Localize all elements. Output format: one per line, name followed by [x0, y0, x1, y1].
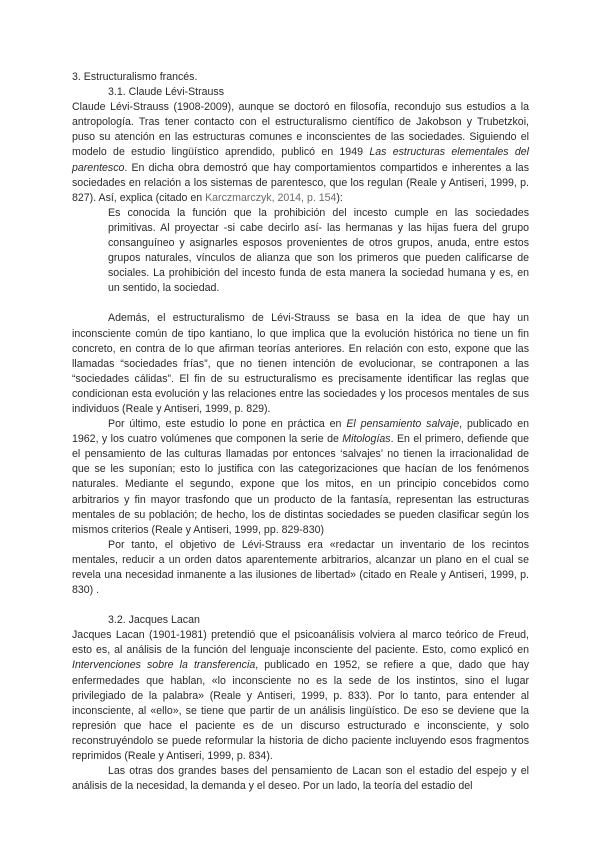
book-title: Las estructuras elementales del parentesco	[72, 146, 529, 174]
citation-link[interactable]: Karczmarczyk, 2014, p. 154	[205, 191, 337, 204]
paragraph-lacan-bases: Las otras dos grandes bases del pensamiento de Lacan son el estadio del espejo y el análisis de la necesidad, la demanda y el deseo. Por un lado, la teoría del estadio del	[72, 765, 529, 793]
text-run: . En dicha obra demostró que hay comportamientos compartidos e inherentes a las sociedades en relación a los sistemas de parentesco, que los regulan (Reale y Antiseri, 1999, p. 827). Así, explica (citado en	[72, 161, 529, 204]
section-heading: 3. Estructuralismo francés.	[72, 71, 198, 83]
text-run: ):	[336, 191, 343, 204]
block-quote: Es conocida la función que la prohibición del incesto cumple en las sociedades primitivas. Al proyectar -si cabe decirlo así- las hermanas y las hijas fuera del grupo consanguíneo y asignarles esposos provenientes de otros grupos, anuda, entre estos grupos naturales, vínculos de alianza que son los primeros que pueden calificarse de sociales. La prohibición del incesto funda de esta manera la sociedad humana y es, en un sentido, la sociedad.	[108, 206, 529, 295]
text-run: Jacques Lacan (1901-1981) pretendió que el psicoanálisis volviera al marco teórico de Freud, esto es, al análisis de la función del lenguaje inconsciente del paciente. Esto, como explicó en	[72, 629, 529, 657]
paragraph-lacan-intro	[72, 628, 529, 764]
subsection-heading-levi-strauss: 3.1. Claude Lévi-Strauss	[108, 86, 225, 99]
document-page	[72, 70, 529, 794]
text-run: . En el primero, defiende que el pensamiento de las culturas llamadas por entonces ‘salvajes’ no tienen la irracionalidad de que se les suponían; esto lo justifica con las categorizaciones que hacían de los fenómenos naturales. Mediante el segundo, expone que los mitos, en un principio concebidos como arbitrarios y fin mayor trasfondo que un producto de la fantasía, representan las estructuras mentales de su población; de hecho, los de distintas sociedades se pueden clasificar según los mismos criterios (Reale y Antiseri, 1999, pp. 829-830)	[72, 433, 529, 536]
text-run: Claude Lévi-Strauss (1908-2009), aunque se doctoró en filosofía, recondujo sus estudios a la antropología. Tras tener contacto con el estructuralismo científico de Jakobson y Trubetzkoi, puso su atención en las estructuras comunes e inconscientes de las sociedades. Siguiendo el modelo de estudio lingüístico aprendido, publicó en 1949	[72, 101, 529, 159]
paragraph-pensamiento-salvaje	[72, 417, 529, 538]
text-run: , publicado en 1952, se refiere a que, dado que hay enfermedades que hablan, «lo inconsciente no es la sede de los instintos, sino el lugar privilegiado de la palabra» (Reale y Antiseri, 1999, p. 833). Por lo tanto, para entender al inconsciente, al «ello», se tiene que partir de un análisis lingüístico. De eso se deviene que la represión que hace el paciente es de un discurso estructurado e inconsciente, y solo reconstruyéndolo se puede reformular la historia de dicho paciente incluyendo esos fragmentos reprimidos (Reale y Antiseri, 1999, p. 834).	[72, 659, 530, 763]
subsection-heading-lacan: 3.2. Jacques Lacan	[108, 614, 200, 627]
spacer	[72, 296, 529, 311]
text-run: Por último, este estudio lo pone en práctica en	[108, 418, 347, 431]
paragraph-levi-strauss-intro	[72, 100, 529, 206]
spacer	[72, 598, 529, 613]
book-title: El pensamiento salvaje	[346, 418, 460, 431]
paragraph-inconsciente: Además, el estructuralismo de Lévi-Strauss se basa en la idea de que hay un inconsciente común de tipo kantiano, lo que implica que la evolución histórica no tiene un fin concreto, en contra de lo que afirman teorías anteriores. En relación con esto, expone que las llamadas “sociedades frías”, que no tienen intención de evolucionar, se contraponen a las “sociedades cálidas”. El fin de su estructuralismo es precisamente identificar las reglas que condicionan esta evolución y las relaciones entre las sociedades y los procesos mentales de sus individuos (Reale y Antiseri, 1999, p. 829).	[72, 312, 529, 415]
paragraph-objetivo: Por tanto, el objetivo de Lévi-Strauss era «redactar un inventario de los recintos mentales, reducir a un orden datos aparentemente arbitrarios, alcanzar un plano en el cual se revela una necesidad inmanente a las ilusiones de libertad» (citado en Reale y Antiseri, 1999, p. 830) .	[72, 538, 529, 597]
book-title: Intervenciones sobre la transferencia	[72, 659, 256, 672]
text-run: , publicado en 1962, y los cuatro volúmenes que componen la serie de	[72, 418, 529, 446]
book-title: Mitologías	[342, 433, 391, 446]
